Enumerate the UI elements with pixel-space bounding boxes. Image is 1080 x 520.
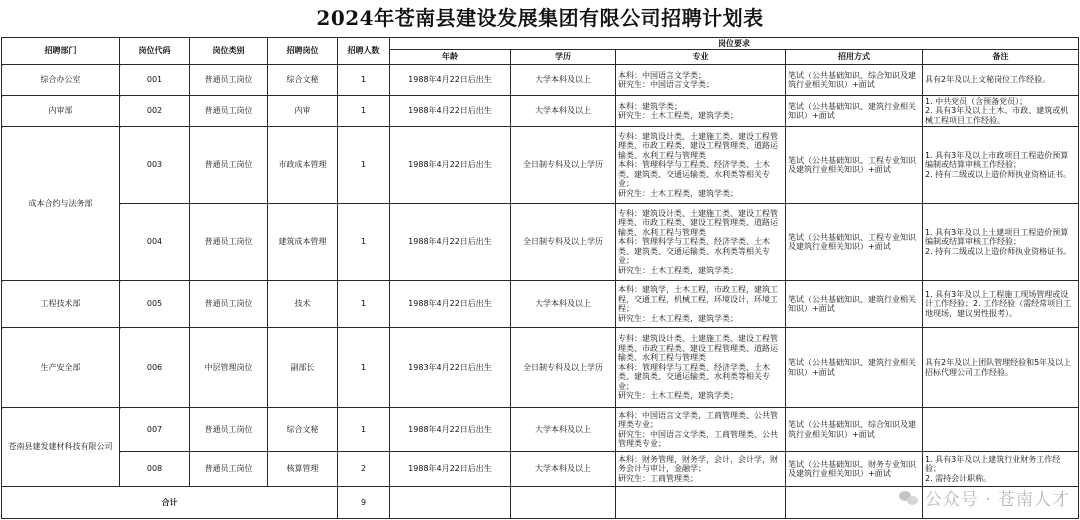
table-row	[2, 65, 1079, 96]
notes-cell: 具有2年及以上文秘岗位工作经验。	[923, 65, 1079, 96]
education-cell: 全日制专科及以上学历	[511, 204, 616, 281]
position-cell: 综合文秘	[268, 65, 338, 96]
education-cell: 全日制专科及以上学历	[511, 328, 616, 408]
notes-cell: 1. 具有3年及以上土建项目工程造价预算编制或结算审核工作经验； 2. 持有二级或以上造价师执业资格证书。	[923, 204, 1079, 281]
major-cell: 专科：建筑设计类、土建施工类、建设工程管理类、市政工程类、建设工程管理类、道路运输类、水利工程与管理类 本科：管理科学与工程类、经济学类、土木类、建筑类、交通运输类、水利类等相关专业； 研究生：土木工程类，建筑学类；	[616, 127, 786, 204]
table-row	[2, 281, 1079, 328]
position-cell: 核算管理	[268, 452, 338, 487]
header-education: 学历	[511, 50, 616, 65]
method-cell: 笔试（公共基础知识、综合知识及建筑行业相关知识）+面试	[786, 408, 923, 452]
dept-cell: 苍南县建发建材科技有限公司	[2, 408, 120, 487]
category-cell: 普通员工岗位	[190, 204, 268, 281]
category-cell: 中层管理岗位	[190, 328, 268, 408]
dept-cell: 生产安全部	[2, 328, 120, 408]
position-cell: 综合文秘	[268, 408, 338, 452]
table-row	[2, 328, 1079, 408]
method-cell: 笔试（公共基础知识、建筑行业相关知识）+面试	[786, 281, 923, 328]
education-cell: 大学本科及以上	[511, 281, 616, 328]
education-cell: 全日制专科及以上学历	[511, 127, 616, 204]
method-cell: 笔试（公共基础知识、建筑行业相关知识）+面试	[786, 328, 923, 408]
category-cell: 普通员工岗位	[190, 127, 268, 204]
count-cell: 1	[338, 127, 390, 204]
education-cell: 大学本科及以上	[511, 65, 616, 96]
header-age: 年龄	[390, 50, 511, 65]
age-cell: 1988年4月22日后出生	[390, 204, 511, 281]
category-cell: 普通员工岗位	[190, 408, 268, 452]
wechat-icon	[899, 490, 919, 506]
notes-cell: 1. 具有3年及以上工程施工现场管理或设计工作经验；2. 工作经验（需经常项目工地现场，建议男性报考）。	[923, 281, 1079, 328]
major-cell: 本科：建筑学，土木工程，市政工程，建筑工程，交通工程，机械工程，环境设计，环境工程； 研究生：土木工程类，建筑学类；	[616, 281, 786, 328]
header-notes: 备注	[923, 50, 1079, 65]
table-row	[2, 204, 1079, 281]
category-cell: 普通员工岗位	[190, 96, 268, 127]
count-cell: 1	[338, 328, 390, 408]
notes-cell: 1. 中共党员（含预备党员）； 2. 具有3年及以上土木、市政、建筑或机械工程项目工作经验。	[923, 96, 1079, 127]
age-cell: 1988年4月22日后出生	[390, 452, 511, 487]
header-method: 招用方式	[786, 50, 923, 65]
header-position: 招聘岗位	[268, 38, 338, 65]
code-cell: 004	[120, 204, 190, 281]
category-cell: 普通员工岗位	[190, 65, 268, 96]
age-cell: 1988年4月22日后出生	[390, 281, 511, 328]
major-cell: 专科：建筑设计类、土建施工类、建设工程管理类、市政工程类、建设工程管理类、道路运输类、水利工程与管理类 本科：管理科学与工程类、经济学类、土木类、建筑类、交通运输类、水利类等相关专业； 研究生：土木工程类，建筑学类；	[616, 328, 786, 408]
table-row	[2, 96, 1079, 127]
position-cell: 内审	[268, 96, 338, 127]
code-cell: 001	[120, 65, 190, 96]
table-row	[2, 127, 1079, 204]
code-cell: 005	[120, 281, 190, 328]
header-code: 岗位代码	[120, 38, 190, 65]
major-cell: 专科：建筑设计类、土建施工类、建设工程管理类、市政工程类、建设工程管理类、道路运输类、水利工程与管理类 本科：管理科学与工程类、经济学类、土木类、建筑类、交通运输类、水利类等相关专业； 研究生：土木工程类，建筑学类；	[616, 204, 786, 281]
count-cell: 1	[338, 408, 390, 452]
empty-cell	[616, 487, 786, 519]
method-cell: 笔试（公共基础知识、财务专业知识及建筑行业相关知识）+面试	[786, 452, 923, 487]
notes-cell: 具有2年及以上团队管理经验和5年及以上招标代理公司工作经验。	[923, 328, 1079, 408]
header-major: 专业	[616, 50, 786, 65]
count-cell: 1	[338, 96, 390, 127]
total-label: 合计	[2, 487, 338, 519]
dept-cell: 成本合约与法务部	[2, 127, 120, 281]
method-cell: 笔试（公共基础知识、工程专业知识及建筑行业相关知识）+面试	[786, 204, 923, 281]
header-count: 招聘人数	[338, 38, 390, 65]
dept-cell: 内审部	[2, 96, 120, 127]
major-cell: 本科：中国语言文学类，工商管理类、公共管理类专业； 研究生：中国语言文学类，工商管理类、公共管理类专业；	[616, 408, 786, 452]
method-cell: 笔试（公共基础知识、工程专业知识及建筑行业相关知识）+面试	[786, 127, 923, 204]
count-cell: 1	[338, 65, 390, 96]
code-cell: 008	[120, 452, 190, 487]
total-count: 9	[338, 487, 390, 519]
position-cell: 建筑成本管理	[268, 204, 338, 281]
count-cell: 2	[338, 452, 390, 487]
count-cell: 1	[338, 204, 390, 281]
age-cell: 1988年4月22日后出生	[390, 408, 511, 452]
watermark	[899, 485, 1070, 510]
education-cell: 大学本科及以上	[511, 96, 616, 127]
dept-cell: 工程技术部	[2, 281, 120, 328]
education-cell: 大学本科及以上	[511, 452, 616, 487]
major-cell: 本科：中国语言文学类； 研究生：中国语言文学类；	[616, 65, 786, 96]
age-cell: 1983年4月22日后出生	[390, 328, 511, 408]
position-cell: 副部长	[268, 328, 338, 408]
age-cell: 1988年4月22日后出生	[390, 96, 511, 127]
watermark-text: 公众号 · 苍南人才	[924, 490, 1070, 510]
dept-cell: 综合办公室	[2, 65, 120, 96]
notes-cell	[923, 408, 1079, 452]
count-cell: 1	[338, 281, 390, 328]
position-cell: 技术	[268, 281, 338, 328]
code-cell: 002	[120, 96, 190, 127]
recruitment-table	[1, 37, 1079, 519]
empty-cell	[511, 487, 616, 519]
notes-cell: 1. 具有3年及以上建筑行业财务工作经验； 2. 需持会计职称。	[923, 452, 1079, 487]
method-cell: 笔试（公共基础知识、建筑行业相关知识）+面试	[786, 96, 923, 127]
category-cell: 普通员工岗位	[190, 281, 268, 328]
age-cell: 1988年4月22日后出生	[390, 65, 511, 96]
table-row	[2, 452, 1079, 487]
age-cell: 1988年4月22日后出生	[390, 127, 511, 204]
code-cell: 003	[120, 127, 190, 204]
header-category: 岗位类别	[190, 38, 268, 65]
code-cell: 006	[120, 328, 190, 408]
header-requirements: 岗位要求	[390, 38, 1079, 50]
header-dept: 招聘部门	[2, 38, 120, 65]
page-title: 2024年苍南县建设发展集团有限公司招聘计划表	[316, 6, 764, 30]
code-cell: 007	[120, 408, 190, 452]
method-cell: 笔试（公共基础知识、综合知识及建筑行业相关知识）+面试	[786, 65, 923, 96]
education-cell: 大学本科及以上	[511, 408, 616, 452]
category-cell: 普通员工岗位	[190, 452, 268, 487]
notes-cell: 1. 具有3年及以上市政项目工程造价预算编制或结算审核工作经验； 2. 持有二级或以上造价师执业资格证书。	[923, 127, 1079, 204]
major-cell: 本科：财务管理，财务学，会计，会计学，财务会计与审计，金融学； 研究生：工商管理类；	[616, 452, 786, 487]
empty-cell	[390, 487, 511, 519]
table-row	[2, 408, 1079, 452]
major-cell: 本科：建筑学类； 研究生：土木工程类，建筑学类；	[616, 96, 786, 127]
position-cell: 市政成本管理	[268, 127, 338, 204]
